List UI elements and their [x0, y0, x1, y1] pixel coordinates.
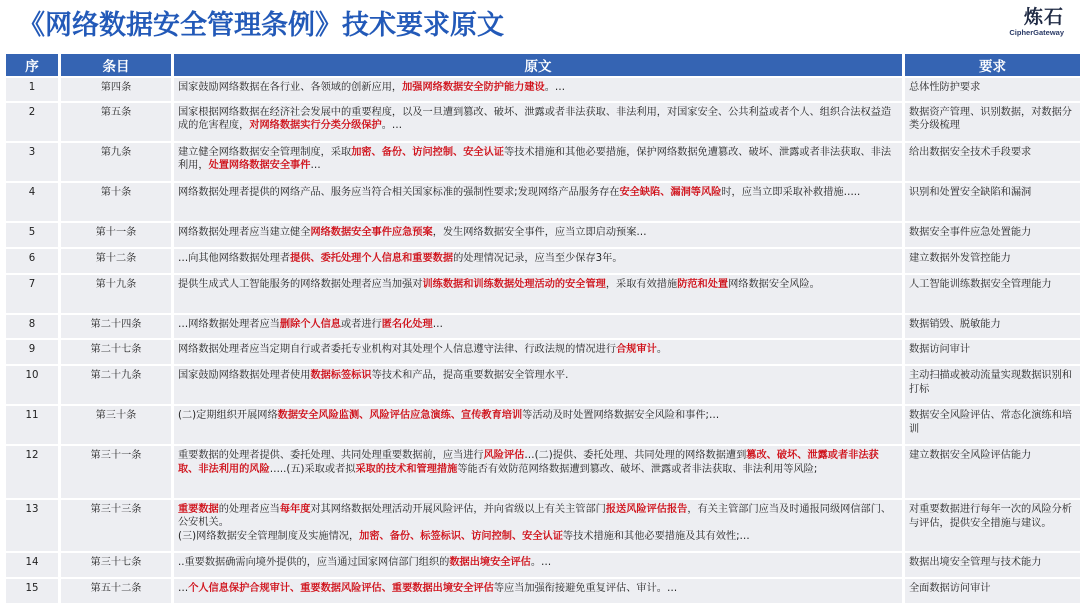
- text-segment: 国家根据网络数据在经济社会发展中的重要程度，以及一旦遭到篡改、破坏、泄露或者非法获取、非法利用，对国家安全、公共利益或者个人、组织合法权益造成的危害程度，: [178, 106, 892, 132]
- highlighted-text: 数据出境安全评估: [449, 557, 531, 569]
- table-row: [6, 340, 1080, 364]
- text-segment: (二)定期组织开展网络: [178, 410, 278, 422]
- highlighted-text: 风险评估: [483, 450, 525, 462]
- row-number: 9: [6, 340, 58, 364]
- text-segment: 网络数据处理者提供的网络产品、服务应当符合相关国家标准的强制性要求;发现网络产品服务存在: [178, 186, 620, 198]
- text-segment: 等活动及时处置网络数据安全风险和事件;…: [522, 410, 720, 422]
- text-segment: 或者进行: [341, 318, 382, 330]
- row-original-text: [174, 103, 902, 141]
- highlighted-text: 删除个人信息: [279, 318, 341, 330]
- text-segment: ，采取有效措施: [605, 278, 678, 290]
- page-title: 《网络数据安全管理条例》技术要求原文: [18, 10, 504, 41]
- text-segment: ，发生网络数据安全事件，应当立即启动预案…: [432, 227, 647, 239]
- row-requirement: 主动扫描或被动流量实现数据识别和打标: [905, 366, 1080, 404]
- highlighted-text: 训练数据和训练数据处理活动的安全管理: [422, 278, 606, 290]
- row-article: 第九条: [61, 143, 171, 181]
- row-article: 第四条: [61, 78, 171, 101]
- highlighted-text: 篡改、破坏、泄露或者非法获取、非法利用的风险: [178, 450, 879, 475]
- row-number: 7: [6, 275, 58, 313]
- column-header-original-text: 原文: [174, 54, 902, 76]
- row-requirement: 数据资产管理、识别数据，对数据分类分级梳理: [905, 103, 1080, 141]
- row-original-text: [174, 340, 902, 364]
- highlighted-text: 个人信息保护合规审计、重要数据风险评估、重要数据出境安全评估: [188, 583, 494, 595]
- table-row: [6, 366, 1080, 404]
- row-original-text: [174, 78, 902, 101]
- row-article: 第二十九条: [61, 366, 171, 404]
- text-segment: 的处理情况记录，应当至少保存3年。: [453, 252, 623, 264]
- highlighted-text: 防范和处置: [677, 278, 729, 290]
- highlighted-text: 匿名化处理: [381, 318, 433, 330]
- table-row: [6, 143, 1080, 181]
- column-header-article: 条目: [61, 54, 171, 76]
- text-segment: 提供生成式人工智能服务的网络数据处理者应当加强对: [178, 278, 423, 290]
- row-number: 5: [6, 223, 58, 247]
- highlighted-text: 加密、备份、标签标识、访问控制、安全认证: [359, 530, 563, 542]
- row-requirement: 总体性防护要求: [905, 78, 1080, 101]
- row-original-text: [174, 223, 902, 247]
- column-header-no: 序: [6, 54, 58, 76]
- table-row: [6, 103, 1080, 141]
- row-article: 第十一条: [61, 223, 171, 247]
- table-row: [6, 223, 1080, 247]
- text-segment: 网络数据安全风险。: [728, 278, 820, 290]
- row-original-text: [174, 553, 902, 577]
- text-segment: …网络数据处理者应当: [178, 318, 280, 330]
- text-segment: 等应当加强衔接避免重复评估、审计。…: [493, 583, 678, 595]
- row-requirement: 数据安全事件应急处置能力: [905, 223, 1080, 247]
- text-segment: ..重要数据确需向境外提供的，应当通过国家网信部门组织的: [178, 557, 450, 569]
- table-row: [6, 275, 1080, 313]
- table-row: [6, 500, 1080, 552]
- row-article: 第十条: [61, 183, 171, 221]
- text-segment: 。…: [381, 120, 403, 132]
- text-segment: …: [178, 583, 189, 595]
- logo-mark: 炼石: [1023, 6, 1064, 28]
- highlighted-text: 对网络数据实行分类分级保护: [249, 120, 382, 132]
- highlighted-text: 数据安全风险监测、风险评估应急演练、宣传教育培训: [277, 410, 523, 422]
- highlighted-text: 加密、备份、访问控制、安全认证: [351, 146, 504, 158]
- highlighted-text: 报送风险评估报告: [605, 503, 688, 515]
- highlighted-text: 加强网络数据安全防护能力建设: [402, 82, 545, 93]
- text-segment: 网络数据处理者应当定期自行或者委托专业机构对其处理个人信息遵守法律、行政法规的情况进行: [178, 344, 617, 356]
- row-number: 14: [6, 553, 58, 577]
- text-segment: …向其他网络数据处理者: [178, 252, 291, 264]
- row-requirement: 建立数据安全风险评估能力: [905, 446, 1080, 498]
- text-segment: 等技术措施和其他必要措施及其有效性;…: [562, 530, 750, 542]
- text-segment: 时，应当立即采取补救措施…..: [721, 186, 861, 198]
- table-row: [6, 406, 1080, 444]
- text-segment: …: [310, 160, 321, 172]
- row-original-text: [174, 249, 902, 273]
- row-number: 13: [6, 500, 58, 552]
- table-row: [6, 315, 1080, 339]
- row-article: 第二十四条: [61, 315, 171, 339]
- highlighted-text: 合规审计: [616, 344, 657, 356]
- row-article: 第三十一条: [61, 446, 171, 498]
- row-original-text: [174, 579, 902, 603]
- text-segment: 建立健全网络数据安全管理制度，采取: [178, 146, 352, 158]
- row-number: 11: [6, 406, 58, 444]
- row-requirement: 数据销毁、脱敏能力: [905, 315, 1080, 339]
- row-article: 第三十七条: [61, 553, 171, 577]
- highlighted-text: 安全缺陷、漏洞等风险: [619, 186, 722, 198]
- row-requirement: 数据访问审计: [905, 340, 1080, 364]
- text-segment: 网络数据处理者应当建立健全: [178, 227, 311, 239]
- row-number: 12: [6, 446, 58, 498]
- row-article: 第十二条: [61, 249, 171, 273]
- row-article: 第二十七条: [61, 340, 171, 364]
- row-number: 8: [6, 315, 58, 339]
- text-segment: 。…: [530, 557, 552, 569]
- text-segment: ，有关主管部门应当及时通报同级网信部门、公安机关。: [178, 503, 892, 529]
- highlighted-text: 提供、委托处理个人信息和重要数据: [290, 252, 454, 264]
- column-header-requirement: 要求: [905, 54, 1080, 76]
- highlighted-text: 处置网络数据安全事件: [208, 160, 311, 172]
- row-requirement: 数据出境安全管理与技术能力: [905, 553, 1080, 577]
- text-segment: 重要数据的处理者提供、委托处理、共同处理重要数据前，应当进行: [178, 450, 484, 462]
- text-segment: …..(五)采取或者拟: [269, 463, 356, 475]
- row-requirement: 人工智能训练数据安全管理能力: [905, 275, 1080, 313]
- text-segment: 的处理者应当: [218, 503, 280, 515]
- text-segment: (三)网络数据安全管理制度及实施情况，: [178, 530, 360, 542]
- table-body: [6, 78, 1080, 603]
- row-number: 1: [6, 78, 58, 101]
- text-segment: 。…: [544, 82, 566, 93]
- row-original-text: [174, 500, 902, 552]
- text-segment: …(二)提供、委托处理、共同处理的网络数据遭到: [524, 450, 747, 462]
- text-segment: 等技术和产品，提高重要数据安全管理水平.: [371, 370, 569, 382]
- table-row: [6, 553, 1080, 577]
- table-row: [6, 249, 1080, 273]
- row-number: 3: [6, 143, 58, 181]
- highlighted-text: 每年度: [279, 503, 311, 515]
- row-requirement: 建立数据外发管控能力: [905, 249, 1080, 273]
- highlighted-text: 采取的技术和管理措施: [355, 463, 458, 475]
- requirements-table: [3, 52, 1080, 605]
- row-article: 第五十二条: [61, 579, 171, 603]
- table-row: [6, 183, 1080, 221]
- row-requirement: 识别和处置安全缺陷和漏洞: [905, 183, 1080, 221]
- row-original-text: [174, 143, 902, 181]
- logo: [1000, 6, 1064, 44]
- row-article: 第十九条: [61, 275, 171, 313]
- text-segment: 国家鼓励网络数据处理者使用: [178, 370, 311, 382]
- text-segment: 等能否有效防范网络数据遭到篡改、破坏、泄露或者非法获取、非法利用等风险;: [457, 463, 818, 475]
- text-segment: 国家鼓励网络数据在各行业、各领域的创新应用，: [178, 82, 403, 93]
- row-article: 第三十条: [61, 406, 171, 444]
- table-header-row: [6, 54, 1080, 76]
- row-original-text: [174, 275, 902, 313]
- row-number: 10: [6, 366, 58, 404]
- text-segment: …: [432, 318, 443, 330]
- table-row: [6, 446, 1080, 498]
- row-number: 6: [6, 249, 58, 273]
- table-row: [6, 78, 1080, 101]
- row-number: 15: [6, 579, 58, 603]
- table-row: [6, 579, 1080, 603]
- row-requirement: 数据安全风险评估、常态化演练和培训: [905, 406, 1080, 444]
- highlighted-text: 重要数据: [178, 503, 219, 515]
- row-original-text: [174, 366, 902, 404]
- logo-wordmark: CipherGateway: [1009, 28, 1064, 37]
- text-segment: 对其网络数据处理活动开展风险评估，并向省级以上有关主管部门: [310, 503, 606, 515]
- row-requirement: 全面数据访问审计: [905, 579, 1080, 603]
- highlighted-text: 网络数据安全事件应急预案: [310, 227, 433, 239]
- row-article: 第五条: [61, 103, 171, 141]
- row-number: 4: [6, 183, 58, 221]
- text-segment: 。: [656, 344, 667, 356]
- row-article: 第三十三条: [61, 500, 171, 552]
- row-original-text: [174, 406, 902, 444]
- row-number: 2: [6, 103, 58, 141]
- row-original-text: [174, 183, 902, 221]
- row-requirement: 对重要数据进行每年一次的风险分析与评估，提供安全措施与建议。: [905, 500, 1080, 552]
- highlighted-text: 数据标签标识: [310, 370, 372, 382]
- row-original-text: [174, 315, 902, 339]
- row-original-text: [174, 446, 902, 498]
- row-requirement: 给出数据安全技术手段要求: [905, 143, 1080, 181]
- text-segment: 等技术措施和其他必要措施，保护网络数据免遭篡改、破坏、泄露或者非法获取、非法利用，: [178, 146, 892, 172]
